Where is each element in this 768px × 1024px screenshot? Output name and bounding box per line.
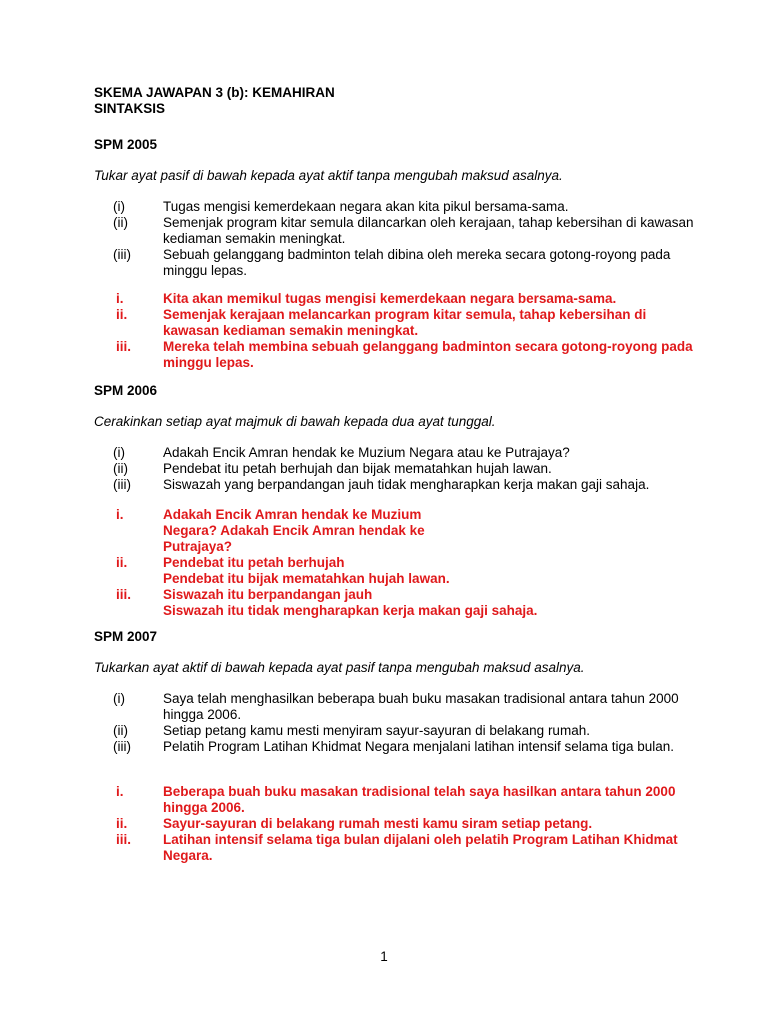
item-text: Pelatih Program Latihan Khidmat Negara menjalani latihan intensif selama tiga bulan. <box>163 739 675 754</box>
question-item <box>94 461 694 477</box>
answer-text: Kita akan memikul tugas mengisi kemerdekaan negara bersama-sama. <box>163 291 617 306</box>
question-list-2007 <box>94 691 694 755</box>
answer-text: Semenjak kerajaan melancarkan program kitar semula, tahap kebersihan di kawasan kediaman semakin meningkat. <box>163 307 647 338</box>
answer-item <box>94 291 694 307</box>
item-number: (i) <box>113 199 125 214</box>
question-list-2006 <box>94 445 694 493</box>
section-heading-2006: SPM 2006 <box>94 383 158 398</box>
item-number: (ii) <box>113 461 128 476</box>
answer-text: Mereka telah membina sebuah gelanggang badminton secara gotong-royong pada minggu lepas. <box>163 339 693 370</box>
title-line-2: SINTAKSIS <box>94 101 166 116</box>
section-instruction-2007: Tukarkan ayat aktif di bawah kepada ayat pasif tanpa mengubah maksud asalnya. <box>94 660 585 675</box>
answer-text <box>163 507 694 555</box>
item-number: (i) <box>113 445 125 460</box>
question-item <box>94 445 694 461</box>
item-number: (iii) <box>113 477 131 492</box>
section-heading-2005: SPM 2005 <box>94 137 158 152</box>
answer-line: Pendebat itu petah berhujah <box>163 555 345 570</box>
question-item <box>94 739 694 755</box>
answer-number: ii. <box>116 555 128 570</box>
answer-number: i. <box>116 507 124 522</box>
answer-line: Pendebat itu bijak mematahkan hujah lawan. <box>163 571 450 586</box>
answer-line: Siswazah itu tidak mengharapkan kerja makan gaji sahaja. <box>163 603 538 618</box>
document-title <box>94 85 335 117</box>
item-number: (iii) <box>113 739 131 754</box>
answer-item <box>94 507 694 555</box>
title-line-1: SKEMA JAWAPAN 3 (b): KEMAHIRAN <box>94 85 335 100</box>
answer-text <box>163 555 694 587</box>
item-text: Tugas mengisi kemerdekaan negara akan kita pikul bersama-sama. <box>163 199 569 214</box>
item-text: Siswazah yang berpandangan jauh tidak mengharapkan kerja makan gaji sahaja. <box>163 477 650 492</box>
answer-line: Siswazah itu berpandangan jauh <box>163 587 373 602</box>
answer-number: iii. <box>116 339 132 354</box>
answer-text <box>163 587 694 619</box>
section-instruction-2006: Cerakinkan setiap ayat majmuk di bawah kepada dua ayat tunggal. <box>94 414 496 429</box>
item-text: Saya telah menghasilkan beberapa buah buku masakan tradisional antara tahun 2000 hingga 2006. <box>163 691 679 722</box>
answer-item <box>94 784 694 816</box>
answer-number: ii. <box>116 307 128 322</box>
answer-list-2006 <box>94 507 694 619</box>
answer-text: Beberapa buah buku masakan tradisional telah saya hasilkan antara tahun 2000 hingga 2006. <box>163 784 676 815</box>
question-item <box>94 247 694 279</box>
question-item <box>94 199 694 215</box>
answer-line: Adakah Encik Amran hendak ke Muzium <box>163 507 422 522</box>
answer-list-2005 <box>94 291 694 371</box>
item-number: (ii) <box>113 215 128 230</box>
item-text: Pendebat itu petah berhujah dan bijak mematahkan hujah lawan. <box>163 461 552 476</box>
question-item <box>94 477 694 493</box>
item-number: (ii) <box>113 723 128 738</box>
question-item <box>94 691 694 723</box>
answer-text: Latihan intensif selama tiga bulan dijalani oleh pelatih Program Latihan Khidmat Negara. <box>163 832 678 863</box>
item-number: (i) <box>113 691 125 706</box>
answer-item <box>94 832 694 864</box>
answer-text: Sayur-sayuran di belakang rumah mesti kamu siram setiap petang. <box>163 816 593 831</box>
answer-item <box>94 555 694 587</box>
answer-line: Negara? Adakah Encik Amran hendak ke <box>163 523 425 538</box>
item-number: (iii) <box>113 247 131 262</box>
answer-number: i. <box>116 291 124 306</box>
answer-line: Putrajaya? <box>163 539 233 554</box>
answer-list-2007 <box>94 784 694 864</box>
item-text: Setiap petang kamu mesti menyiram sayur-sayuran di belakang rumah. <box>163 723 590 738</box>
answer-item <box>94 307 694 339</box>
question-item <box>94 723 694 739</box>
question-item <box>94 215 694 247</box>
answer-number: i. <box>116 784 124 799</box>
answer-number: iii. <box>116 587 132 602</box>
item-text: Semenjak program kitar semula dilancarkan oleh kerajaan, tahap kebersihan di kawasan kediaman semakin meningkat. <box>163 215 694 246</box>
page-number: 1 <box>380 949 388 964</box>
answer-number: ii. <box>116 816 128 831</box>
item-text: Sebuah gelanggang badminton telah dibina oleh mereka secara gotong-royong pada minggu lepas. <box>163 247 671 278</box>
answer-item <box>94 816 694 832</box>
answer-item <box>94 587 694 619</box>
item-text: Adakah Encik Amran hendak ke Muzium Negara atau ke Putrajaya? <box>163 445 570 460</box>
section-instruction-2005: Tukar ayat pasif di bawah kepada ayat aktif tanpa mengubah maksud asalnya. <box>94 168 563 183</box>
answer-item <box>94 339 694 371</box>
answer-number: iii. <box>116 832 132 847</box>
section-heading-2007: SPM 2007 <box>94 629 158 644</box>
question-list-2005 <box>94 199 694 279</box>
